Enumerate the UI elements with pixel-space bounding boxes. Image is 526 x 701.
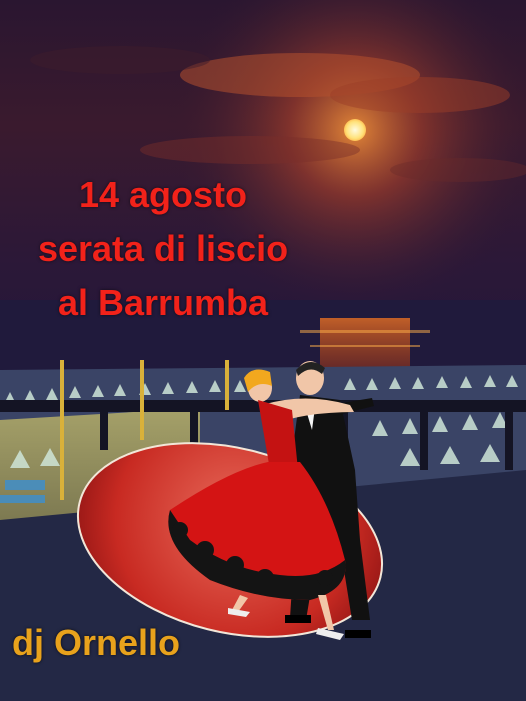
event-venue: al Barrumba	[57, 282, 269, 323]
moon-icon	[344, 119, 366, 141]
event-title: serata di liscio	[37, 228, 289, 269]
event-date: 14 agosto	[78, 174, 248, 215]
dj-name: dj Ornello	[12, 622, 181, 663]
